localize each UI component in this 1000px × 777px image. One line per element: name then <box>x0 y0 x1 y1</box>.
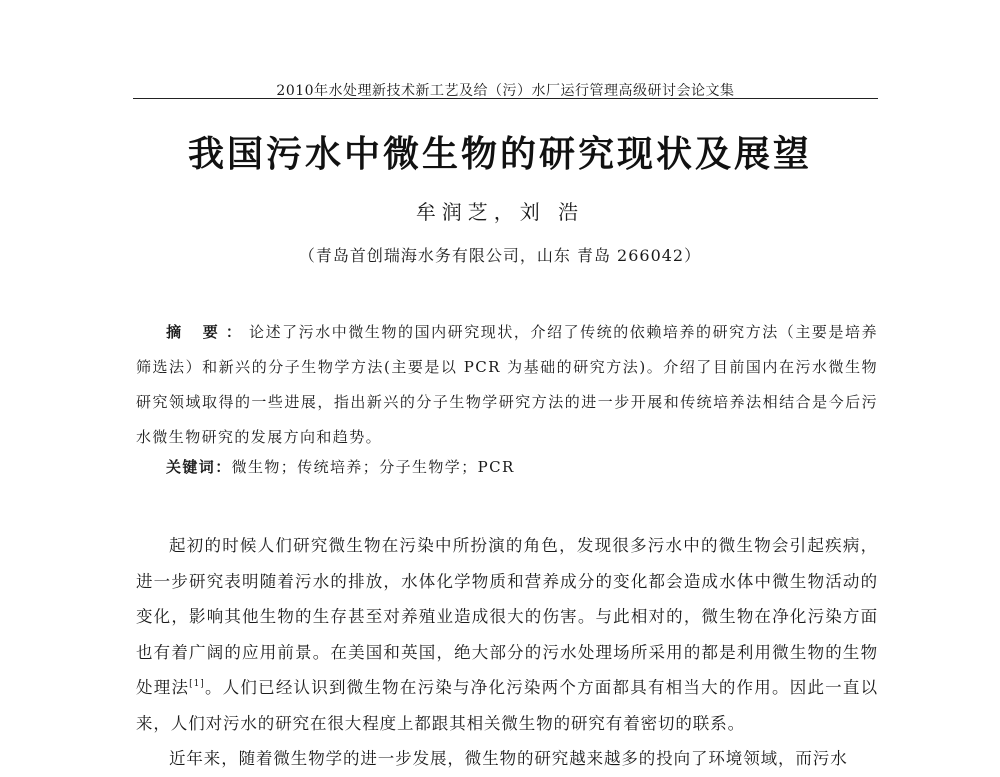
author-affiliation: （青岛首创瑞海水务有限公司，山东 青岛 266042） <box>298 246 702 265</box>
citation-ref: [1] <box>189 679 205 689</box>
article-authors: 牟润芝，刘 浩 <box>415 200 585 224</box>
abstract <box>136 315 878 455</box>
body-text <box>136 528 878 777</box>
header-rule <box>133 98 878 99</box>
paragraph-1-text-a: 起初的时候人们研究微生物在污染中所扮演的角色，发现很多污水中的微生物会引起疾病，进一步研究表明随着污水的排放，水体化学物质和营养成分的变化都会造成水体中微生物活动的变化，影响其他生物的生存甚至对养殖业造成很大的伤害。与此相对的，微生物在净化污染方面也有着广阔的应用前景。在美国和英国，绝大部分的污水处理场所采用的都是利用微生物的生物处理法 <box>136 536 878 697</box>
article-title: 我国污水中微生物的研究现状及展望 <box>187 133 812 175</box>
paragraph-2: 近年来，随着微生物学的进一步发展，微生物的研究越来越多的投向了环境领域，而污水 <box>169 749 848 768</box>
keywords <box>166 456 878 477</box>
abstract-label: 摘 要： <box>166 323 250 341</box>
paragraph-1-text-b: 。人们已经认识到微生物在污染与净化污染两个方面都具有相当大的作用。因此一直以来，人们对污水的研究在很大程度上都跟其相关微生物的研究有着密切的联系。 <box>136 678 879 733</box>
paragraph-1 <box>136 528 878 741</box>
running-header: 2010年水处理新技术新工艺及给（污）水厂运行管理高级研讨会论文集 <box>276 83 735 99</box>
abstract-text: 论述了污水中微生物的国内研究现状，介绍了传统的依赖培养的研究方法（主要是培养筛选法）和新兴的分子生物学方法(主要是以 PCR 为基础的研究方法)。介绍了目前国内在污水微生物研究领域取得的一些进展，指出新兴的分子生物学研究方法的进一步开展和传统培养法相结合是今后污水微生物研究的发展方向和趋势。 <box>136 323 878 446</box>
keywords-label: 关键词： <box>166 458 232 476</box>
keywords-text: 微生物；传统培养；分子生物学；PCR <box>231 458 515 476</box>
